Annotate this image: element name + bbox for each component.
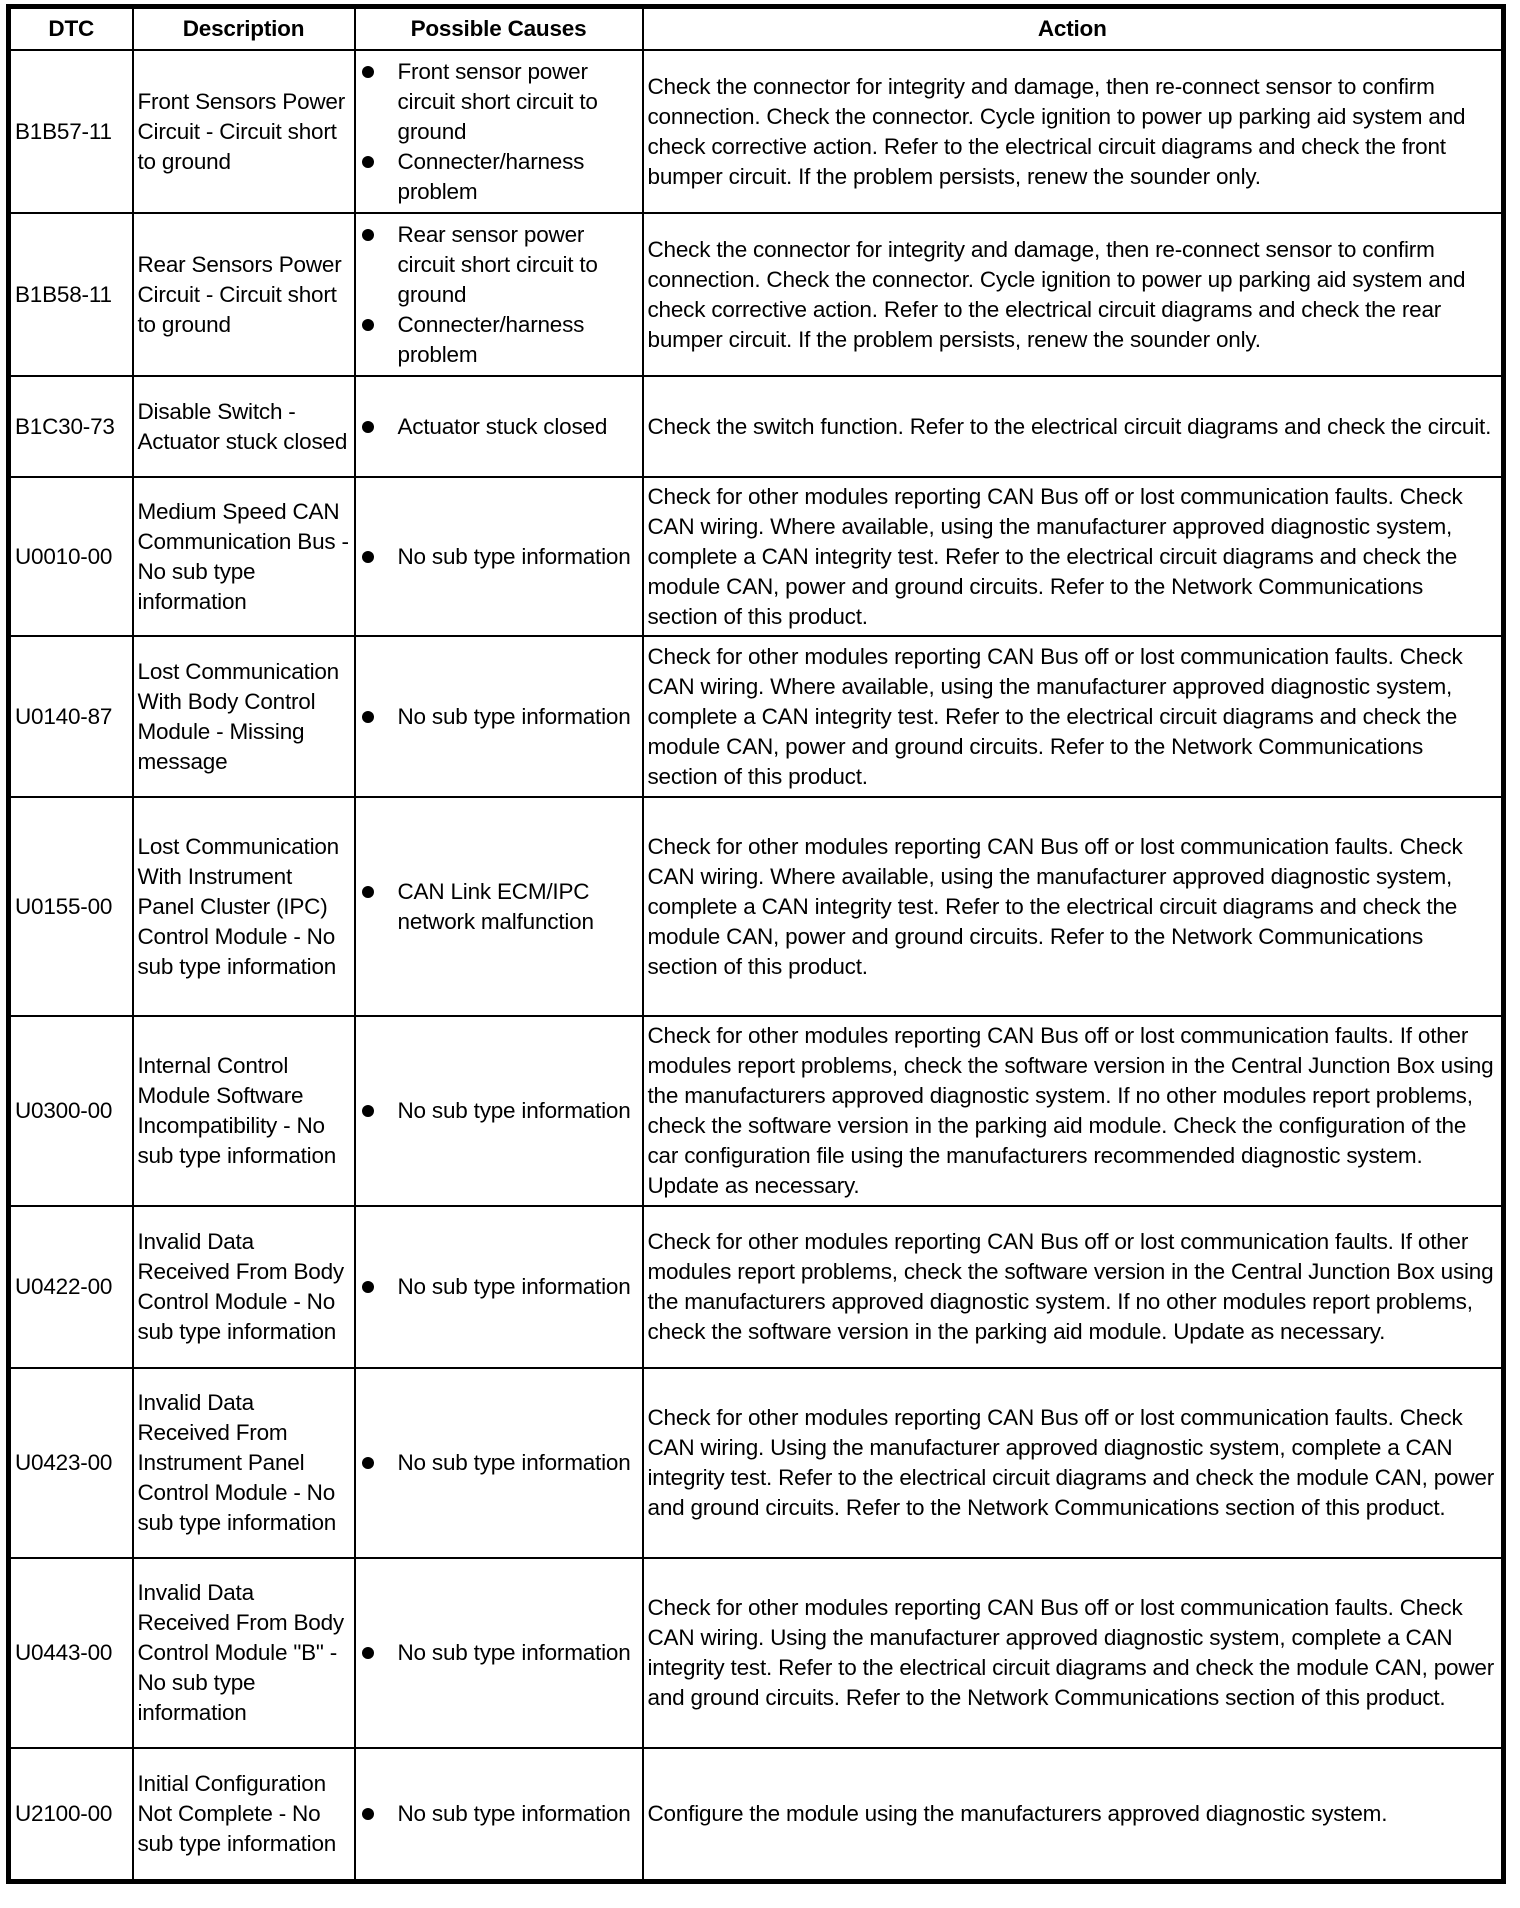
cause-list — [360, 412, 638, 442]
table-body — [9, 50, 1504, 1882]
action-cell: Check for other modules reporting CAN Bus off or lost communication faults. Check CAN wiring. Where available, using the manufacturer approved diagnostic system, complete a CAN integrity test. Refer to the electrical circuit diagrams and check the module CAN, power and ground circuits. Refer to the Network Communications section of this product. — [643, 477, 1504, 636]
header-action: Action — [643, 7, 1504, 51]
description-cell: Lost Communication With Instrument Panel Cluster (IPC) Control Module - No sub type information — [133, 797, 355, 1016]
cause-text: No sub type information — [397, 543, 631, 569]
description-cell: Invalid Data Received From Body Control Module "B" - No sub type information — [133, 1558, 355, 1748]
description-cell: Disable Switch - Actuator stuck closed — [133, 376, 355, 477]
description-cell: Rear Sensors Power Circuit - Circuit short to ground — [133, 213, 355, 376]
bullet-icon — [362, 156, 374, 168]
action-cell: Configure the module using the manufacturers approved diagnostic system. — [643, 1748, 1504, 1882]
action-cell: Check the connector for integrity and damage, then re-connect sensor to confirm connection. Check the connector. Cycle ignition to power up parking aid system and check corrective action. Refer to the electrical circuit diagrams and check the front bumper circuit. If the problem persists, renew the sounder only. — [643, 50, 1504, 213]
description-cell: Lost Communication With Body Control Module - Missing message — [133, 636, 355, 797]
dtc-code-cell: U0010-00 — [9, 477, 133, 636]
cause-text: CAN Link ECM/IPC network malfunction — [397, 878, 594, 934]
dtc-code-cell: U0140-87 — [9, 636, 133, 797]
cause-item — [360, 1448, 638, 1478]
bullet-icon — [362, 1647, 374, 1659]
bullet-icon — [362, 1281, 374, 1293]
cause-list — [360, 220, 638, 370]
table-row — [9, 1206, 1504, 1368]
table-header-row — [9, 7, 1504, 51]
bullet-icon — [362, 711, 374, 723]
dtc-code-cell: U0155-00 — [9, 797, 133, 1016]
dtc-code-cell: B1C30-73 — [9, 376, 133, 477]
cause-item — [360, 542, 638, 572]
bullet-icon — [362, 66, 374, 78]
action-cell: Check for other modules reporting CAN Bus off or lost communication faults. If other modules report problems, check the software version in the Central Junction Box using the manufacturers approved diagnostic system. If no other modules report problems, check the software version in the parking aid module. Update as necessary. — [643, 1206, 1504, 1368]
description-cell: Initial Configuration Not Complete - No sub type information — [133, 1748, 355, 1882]
bullet-icon — [362, 229, 374, 241]
dtc-table — [6, 4, 1506, 1884]
table-row — [9, 1016, 1504, 1206]
cause-list — [360, 702, 638, 732]
cause-item — [360, 147, 638, 207]
possible-causes-cell — [355, 797, 643, 1016]
table-row — [9, 1558, 1504, 1748]
header-dtc: DTC — [9, 7, 133, 51]
cause-item — [360, 702, 638, 732]
cause-list — [360, 1638, 638, 1668]
cause-text: Front sensor power circuit short circuit to ground — [397, 58, 598, 144]
cause-item — [360, 57, 638, 147]
possible-causes-cell — [355, 477, 643, 636]
action-cell: Check for other modules reporting CAN Bus off or lost communication faults. Check CAN wiring. Using the manufacturer approved diagnostic system, complete a CAN integrity test. Refer to the electrical circuit diagrams and check the module CAN, power and ground circuits. Refer to the Network Communications section of this product. — [643, 1368, 1504, 1558]
bullet-icon — [362, 319, 374, 331]
cause-text: No sub type information — [397, 703, 631, 729]
possible-causes-cell — [355, 1748, 643, 1882]
dtc-code-cell: U2100-00 — [9, 1748, 133, 1882]
cause-list — [360, 1096, 638, 1126]
action-cell: Check for other modules reporting CAN Bus off or lost communication faults. Check CAN wiring. Where available, using the manufacturer approved diagnostic system, complete a CAN integrity test. Refer to the electrical circuit diagrams and check the module CAN, power and ground circuits. Refer to the Network Communications section of this product. — [643, 636, 1504, 797]
dtc-code-cell: U0443-00 — [9, 1558, 133, 1748]
cause-item — [360, 220, 638, 310]
cause-text: No sub type information — [397, 1640, 631, 1665]
dtc-code-cell: U0300-00 — [9, 1016, 133, 1206]
cause-item — [360, 1799, 638, 1829]
description-cell: Internal Control Module Software Incompatibility - No sub type information — [133, 1016, 355, 1206]
action-cell: Check the connector for integrity and damage, then re-connect sensor to confirm connection. Check the connector. Cycle ignition to power up parking aid system and check corrective action. Refer to the electrical circuit diagrams and check the rear bumper circuit. If the problem persists, renew the sounder only. — [643, 213, 1504, 376]
cause-item — [360, 1272, 638, 1302]
header-possible-causes: Possible Causes — [355, 7, 643, 51]
bullet-icon — [362, 1808, 374, 1820]
action-cell: Check for other modules reporting CAN Bus off or lost communication faults. If other modules report problems, check the software version in the Central Junction Box using the manufacturers approved diagnostic system. If no other modules report problems, check the software version in the parking aid module. Check the configuration of the car configuration file using the manufacturers recommended diagnostic system. Update as necessary. — [643, 1016, 1504, 1206]
possible-causes-cell — [355, 213, 643, 376]
possible-causes-cell — [355, 1206, 643, 1368]
dtc-code-cell: U0423-00 — [9, 1368, 133, 1558]
header-description: Description — [133, 7, 355, 51]
dtc-code-cell: B1B57-11 — [9, 50, 133, 213]
bullet-icon — [362, 1457, 374, 1469]
cause-item — [360, 310, 638, 370]
cause-item — [360, 1638, 638, 1668]
table-row — [9, 376, 1504, 477]
possible-causes-cell — [355, 1016, 643, 1206]
action-cell: Check for other modules reporting CAN Bus off or lost communication faults. Check CAN wiring. Using the manufacturer approved diagnostic system, complete a CAN integrity test. Refer to the electrical circuit diagrams and check the module CAN, power and ground circuits. Refer to the Network Communications section of this product. — [643, 1558, 1504, 1748]
cause-list — [360, 1799, 638, 1829]
table-row — [9, 1368, 1504, 1558]
cause-item — [360, 877, 638, 937]
cause-list — [360, 1448, 638, 1478]
cause-text: Rear sensor power circuit short circuit to ground — [397, 221, 598, 307]
bullet-icon — [362, 551, 374, 563]
table-row — [9, 50, 1504, 213]
description-cell: Invalid Data Received From Instrument Panel Control Module - No sub type information — [133, 1368, 355, 1558]
possible-causes-cell — [355, 50, 643, 213]
bullet-icon — [362, 421, 374, 433]
table-row — [9, 1748, 1504, 1882]
table-row — [9, 477, 1504, 636]
table-row — [9, 213, 1504, 376]
cause-item — [360, 1096, 638, 1126]
bullet-icon — [362, 1105, 374, 1117]
cause-text: Actuator stuck closed — [397, 413, 608, 439]
possible-causes-cell — [355, 1368, 643, 1558]
description-cell: Invalid Data Received From Body Control Module - No sub type information — [133, 1206, 355, 1368]
cause-text: No sub type information — [397, 1098, 631, 1123]
cause-list — [360, 1272, 638, 1302]
description-cell: Medium Speed CAN Communication Bus - No sub type information — [133, 477, 355, 636]
dtc-code-cell: B1B58-11 — [9, 213, 133, 376]
cause-text: No sub type information — [397, 1801, 631, 1826]
action-cell: Check the switch function. Refer to the electrical circuit diagrams and check the circuit. — [643, 376, 1504, 477]
cause-text: Connecter/harness problem — [397, 148, 585, 204]
action-cell: Check for other modules reporting CAN Bus off or lost communication faults. Check CAN wiring. Where available, using the manufacturer approved diagnostic system, complete a CAN integrity test. Refer to the electrical circuit diagrams and check the module CAN, power and ground circuits. Refer to the Network Communications section of this product. — [643, 797, 1504, 1016]
possible-causes-cell — [355, 1558, 643, 1748]
cause-list — [360, 57, 638, 207]
cause-text: Connecter/harness problem — [397, 311, 585, 367]
cause-text: No sub type information — [397, 1274, 631, 1299]
possible-causes-cell — [355, 636, 643, 797]
cause-list — [360, 542, 638, 572]
possible-causes-cell — [355, 376, 643, 477]
description-cell: Front Sensors Power Circuit - Circuit short to ground — [133, 50, 355, 213]
dtc-code-cell: U0422-00 — [9, 1206, 133, 1368]
cause-list — [360, 877, 638, 937]
cause-text: No sub type information — [397, 1450, 631, 1475]
bullet-icon — [362, 886, 374, 898]
table-row — [9, 636, 1504, 797]
cause-item — [360, 412, 638, 442]
table-row — [9, 797, 1504, 1016]
